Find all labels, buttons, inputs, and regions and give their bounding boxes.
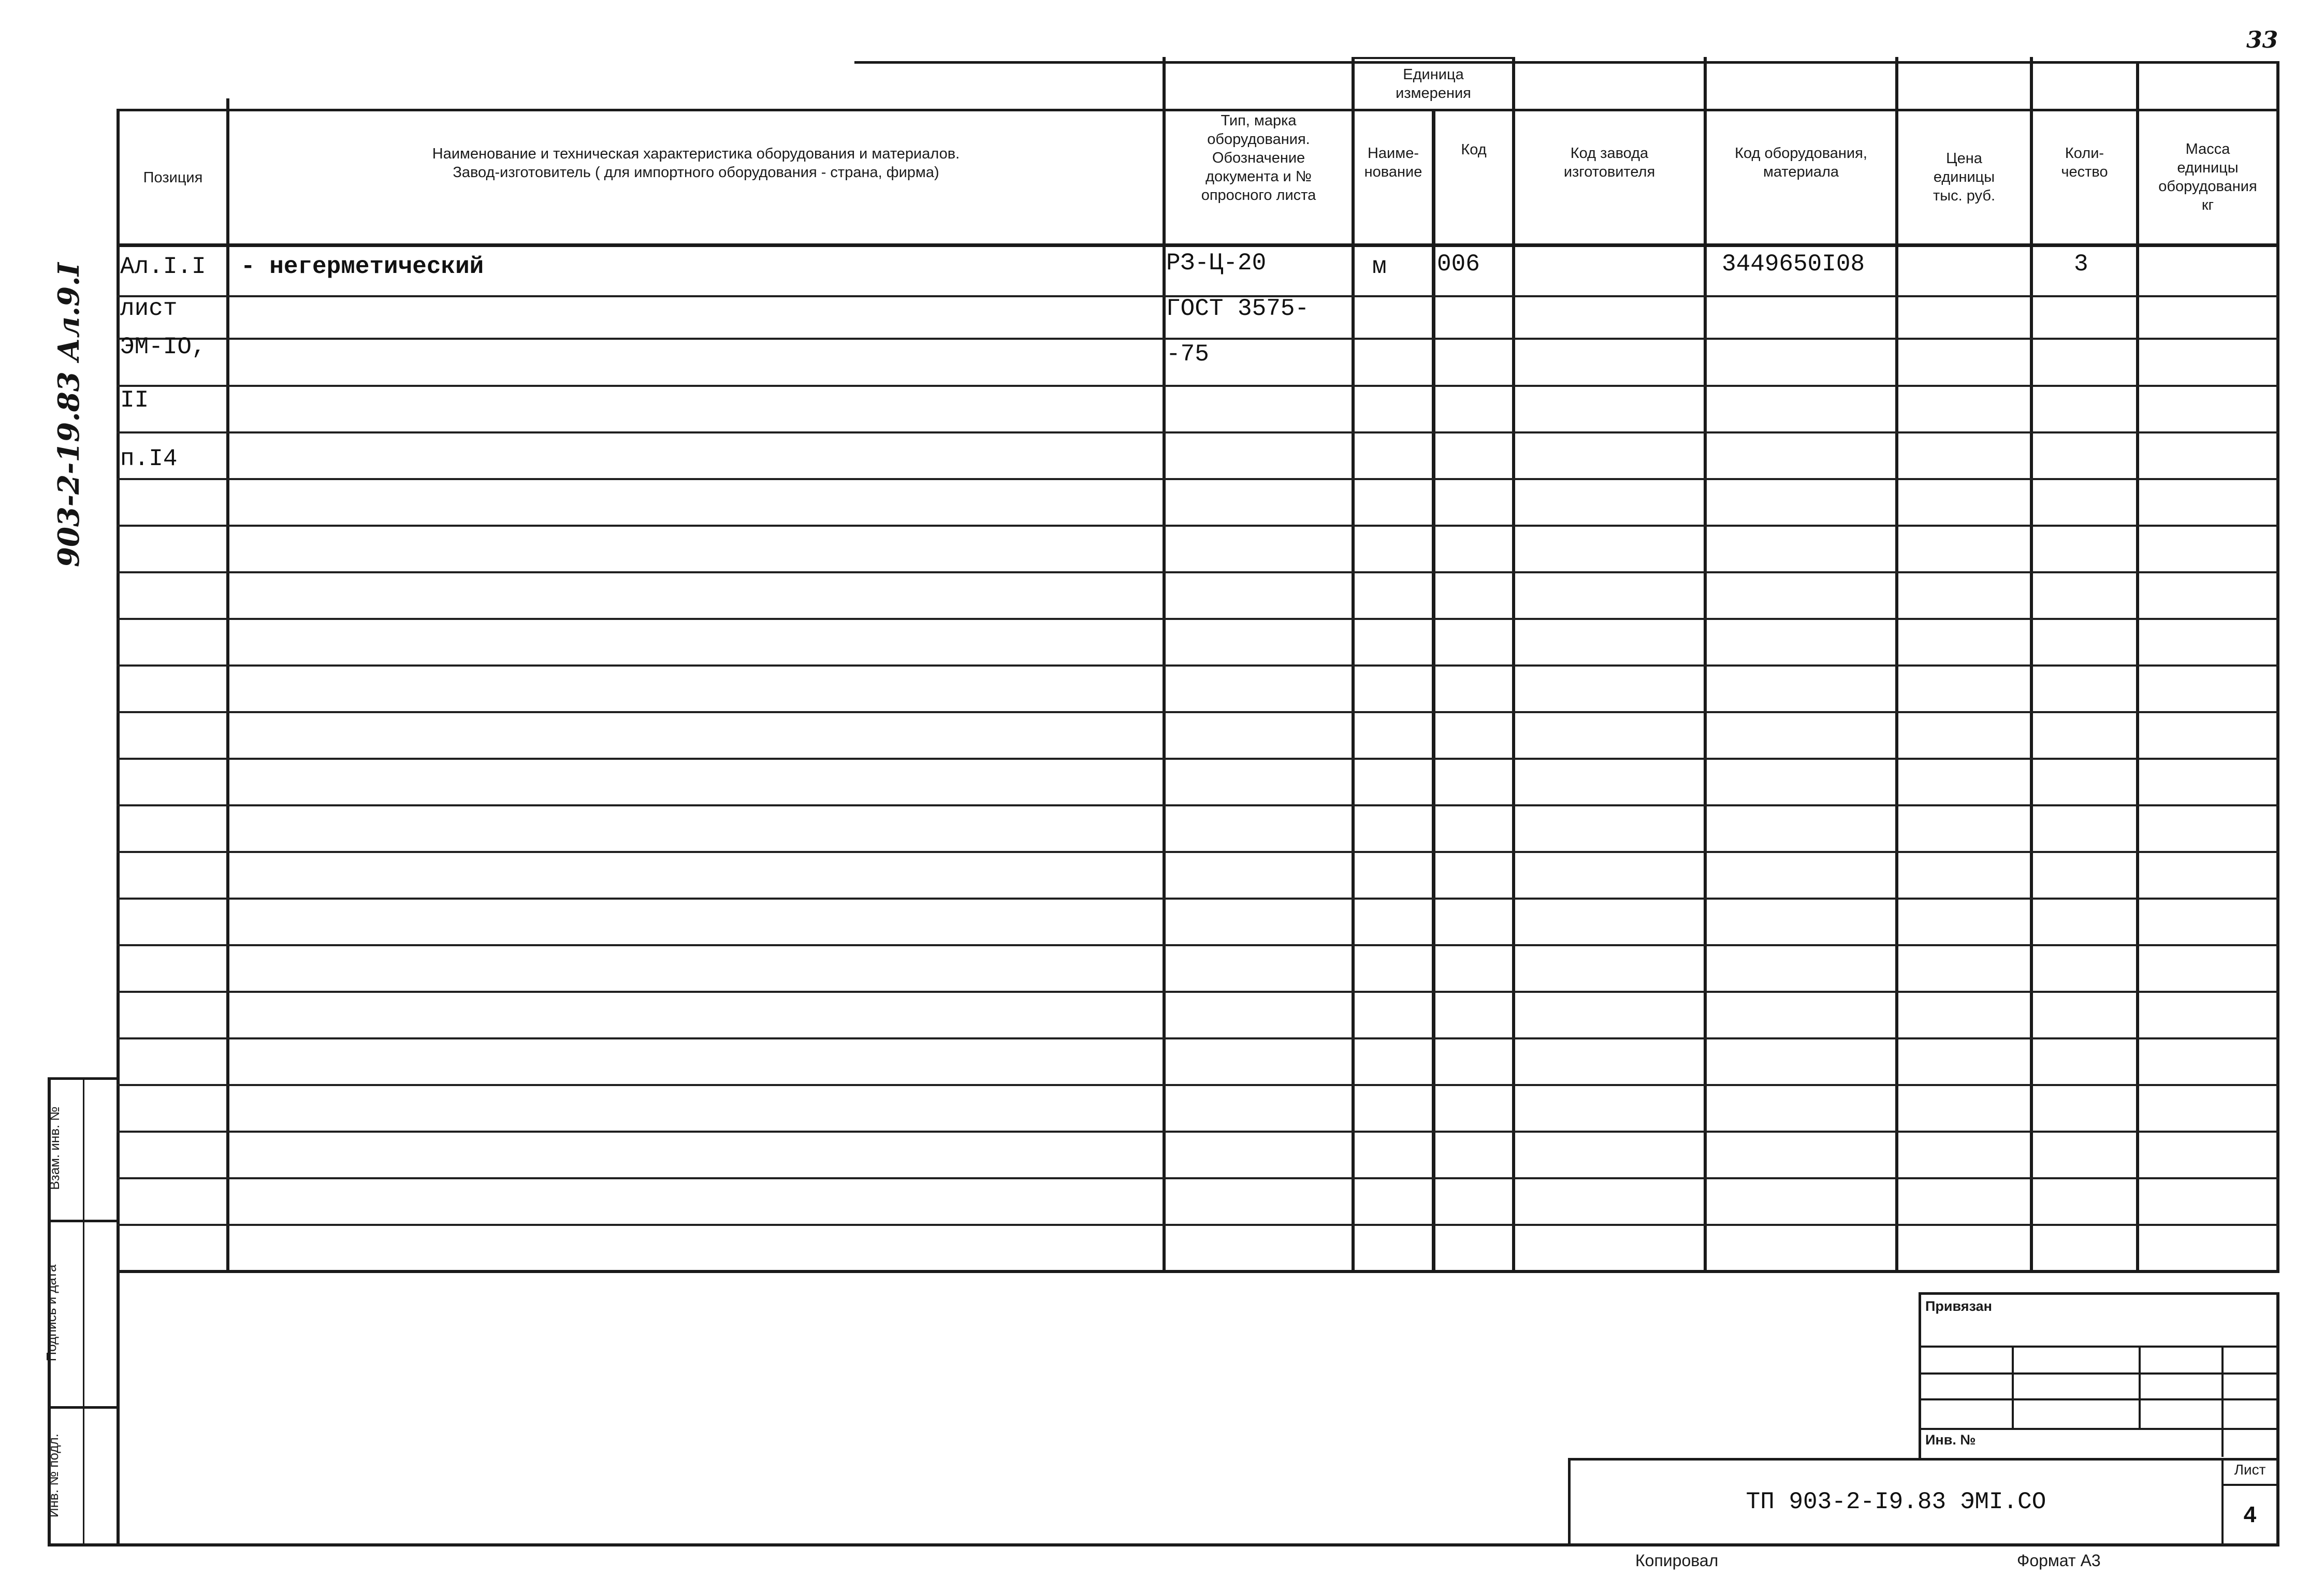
sheet-corner-number: 33 (2246, 27, 2278, 53)
row-divider (117, 385, 2279, 387)
row-type: ГОСТ 3575- (1166, 295, 1310, 322)
row-divider (117, 804, 2279, 806)
row-type: РЗ-Ц-20 (1166, 250, 1267, 277)
header-plant-code: Код завода изготовителя (1563, 145, 1655, 180)
side-designation: 903-2-19.83 Ал.9.I (52, 263, 86, 567)
sheet-number: 4 (2243, 1501, 2257, 1527)
row-equipment-code: 3449650I08 (1722, 251, 1865, 278)
row-divider (117, 1131, 2279, 1133)
header-unit-group: Единица измерения (1396, 66, 1471, 102)
row-position: Ал.I.I (120, 253, 206, 280)
row-divider (117, 944, 2279, 946)
header-name: Наименование и техническая характеристика оборудования и материалов. Завод-изготовитель ( для импортного оборудования - страна, фирма) (432, 146, 960, 181)
row-divider (117, 898, 2279, 900)
row-quantity: 3 (2074, 251, 2088, 278)
header-price: Цена единицы тыс. руб. (1933, 150, 1996, 204)
row-unit-code: 006 (1437, 251, 1480, 278)
row-divider (117, 991, 2279, 993)
row-position: ЭМ-IO, (120, 334, 206, 360)
row-divider (117, 571, 2279, 573)
row-divider (117, 525, 2279, 527)
row-divider (117, 431, 2279, 433)
row-divider (117, 851, 2279, 853)
row-divider (117, 664, 2279, 667)
header-unit-code: Код (1461, 141, 1487, 158)
row-divider (117, 478, 2279, 480)
header-quantity: Коли- чество (2061, 145, 2108, 180)
row-divider (117, 1224, 2279, 1226)
linked-label: Привязан (1925, 1298, 1992, 1314)
row-name: - негерметический (241, 253, 484, 280)
row-divider (117, 618, 2279, 620)
header-type: Тип, марка оборудования. Обозначение документа и № опросного листа (1201, 112, 1316, 204)
row-divider (117, 1177, 2279, 1179)
sign-date-label: Подпись и дата (43, 1264, 59, 1362)
header-position: Позиция (143, 169, 203, 186)
header-unit-name: Наиме- нование (1364, 145, 1422, 180)
row-position: II (120, 387, 149, 414)
header-mass: Масса единицы оборудования кг (2158, 141, 2257, 213)
sheet-label: Лист (2234, 1462, 2266, 1478)
row-divider (117, 758, 2279, 760)
format-label: Формат А3 (2017, 1551, 2101, 1570)
row-divider (117, 711, 2279, 713)
inv-original-label: Инв. № подл. (46, 1434, 61, 1517)
copied-label: Копировал (1635, 1551, 1719, 1570)
row-divider (117, 1037, 2279, 1039)
row-divider (117, 1084, 2279, 1086)
row-type: -75 (1166, 341, 1209, 368)
header-equipment-code: Код оборудования, материала (1735, 145, 1867, 180)
row-position: п.I4 (120, 445, 178, 472)
row-unit-name: м (1372, 253, 1387, 280)
ref-inv-label: Взам. инв. № (47, 1106, 62, 1190)
inv-no-label: Инв. № (1925, 1432, 1976, 1448)
row-position: лист (120, 295, 178, 322)
document-designation: ТП 903-2-I9.83 ЭМI.CO (1746, 1488, 2046, 1515)
